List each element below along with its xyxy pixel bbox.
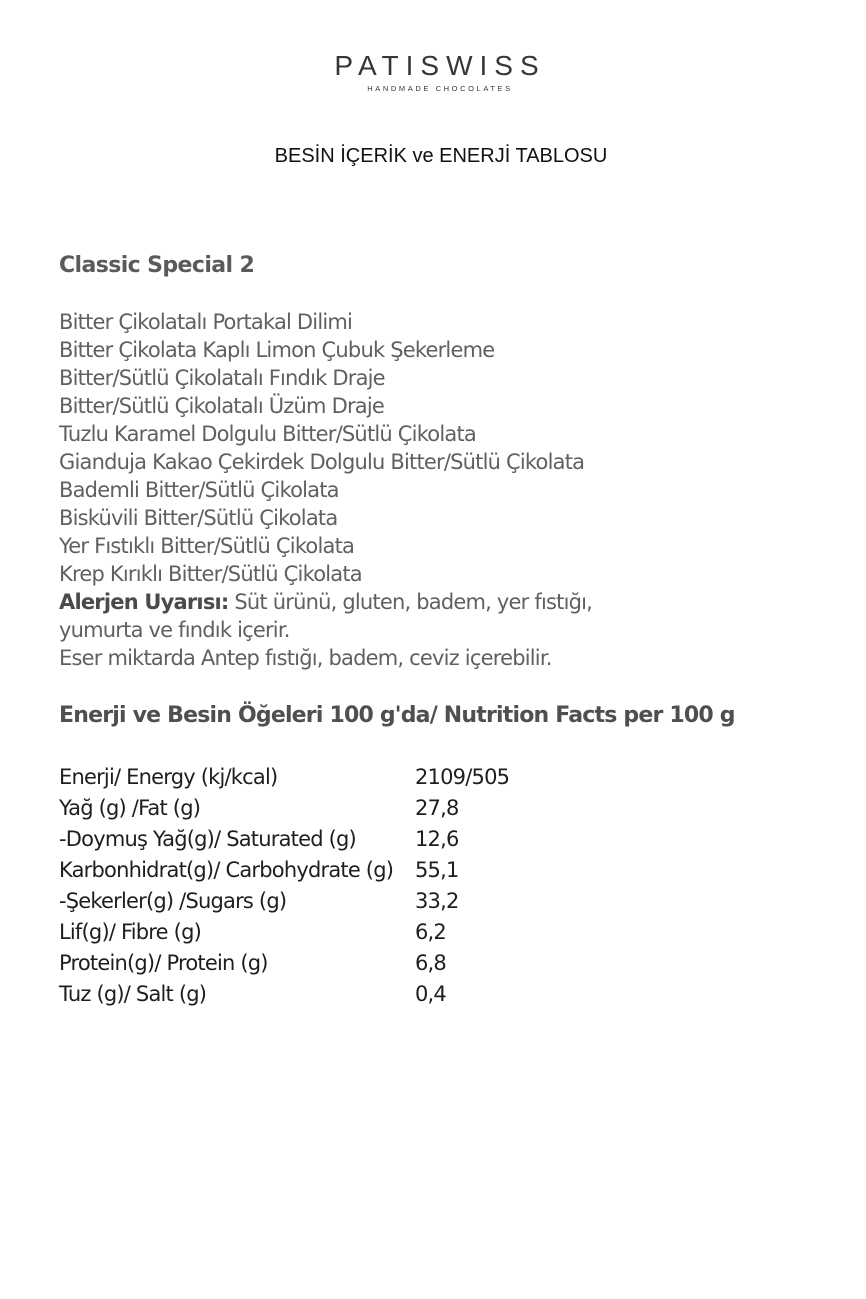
nutrient-label: Enerji/ Energy (kj/kcal) (59, 765, 278, 789)
nutrient-label: -Şekerler(g) /Sugars (g) (59, 889, 287, 913)
table-row (59, 979, 509, 1010)
trace-warning: Eser miktarda Antep fıstığı, badem, ceviz içerebilir. (59, 646, 552, 670)
list-item: Bitter Çikolatalı Portakal Dilimi (59, 310, 353, 334)
nutrient-label: -Doymuş Yağ(g)/ Saturated (g) (59, 827, 356, 851)
list-item: Tuzlu Karamel Dolgulu Bitter/Sütlü Çikolata (59, 422, 476, 446)
table-row (59, 886, 509, 917)
table-row (59, 855, 509, 886)
nutrient-label: Karbonhidrat(g)/ Carbohydrate (g) (59, 858, 394, 882)
table-row (59, 824, 509, 855)
nutrient-value: 55,1 (415, 858, 459, 882)
list-item: Bademli Bitter/Sütlü Çikolata (59, 478, 339, 502)
table-row (59, 793, 509, 824)
nutrient-label: Protein(g)/ Protein (g) (59, 951, 268, 975)
nutrient-label: Lif(g)/ Fibre (g) (59, 920, 201, 944)
list-item: Yer Fıstıklı Bitter/Sütlü Çikolata (59, 534, 355, 558)
brand-tagline: HANDMADE CHOCOLATES (367, 84, 513, 93)
allergen-warning (59, 588, 839, 616)
nutrition-heading: Enerji ve Besin Öğeleri 100 g'da/ Nutrition Facts per 100 g (59, 703, 735, 728)
table-row (59, 762, 509, 793)
allergen-text-continued: yumurta ve fındık içerir. (59, 618, 290, 642)
list-item: Bitter Çikolata Kaplı Limon Çubuk Şekerleme (59, 338, 495, 362)
list-item: Bisküvili Bitter/Sütlü Çikolata (59, 506, 338, 530)
allergen-text: Süt ürünü, gluten, badem, yer fıstığı, (228, 590, 593, 614)
document-title: BESİN İÇERİK ve ENERJİ TABLOSU (274, 145, 608, 167)
nutrient-value: 33,2 (415, 889, 459, 913)
product-name: Classic Special 2 (59, 253, 255, 278)
nutrient-value: 27,8 (415, 796, 459, 820)
brand-name: PATISWISS (334, 50, 546, 81)
nutrient-value: 12,6 (415, 827, 459, 851)
nutrient-label: Tuz (g)/ Salt (g) (59, 982, 207, 1006)
list-item: Krep Kırıklı Bitter/Sütlü Çikolata (59, 562, 362, 586)
list-item: Bitter/Sütlü Çikolatalı Üzüm Draje (59, 394, 385, 418)
nutrient-value: 6,2 (415, 920, 446, 944)
brand-logo (0, 50, 866, 93)
nutrition-table (59, 762, 509, 1010)
nutrient-value: 0,4 (415, 982, 446, 1006)
document-body (59, 250, 839, 1010)
table-row (59, 917, 509, 948)
list-item: Bitter/Sütlü Çikolatalı Fındık Draje (59, 366, 385, 390)
nutrient-label: Yağ (g) /Fat (g) (59, 796, 201, 820)
list-item: Gianduja Kakao Çekirdek Dolgulu Bitter/Sütlü Çikolata (59, 450, 585, 474)
nutrient-value: 6,8 (415, 951, 446, 975)
contents-list (59, 308, 839, 672)
table-row (59, 948, 509, 979)
nutrient-value: 2109/505 (415, 765, 510, 789)
allergen-label: Alerjen Uyarısı: (59, 590, 229, 614)
